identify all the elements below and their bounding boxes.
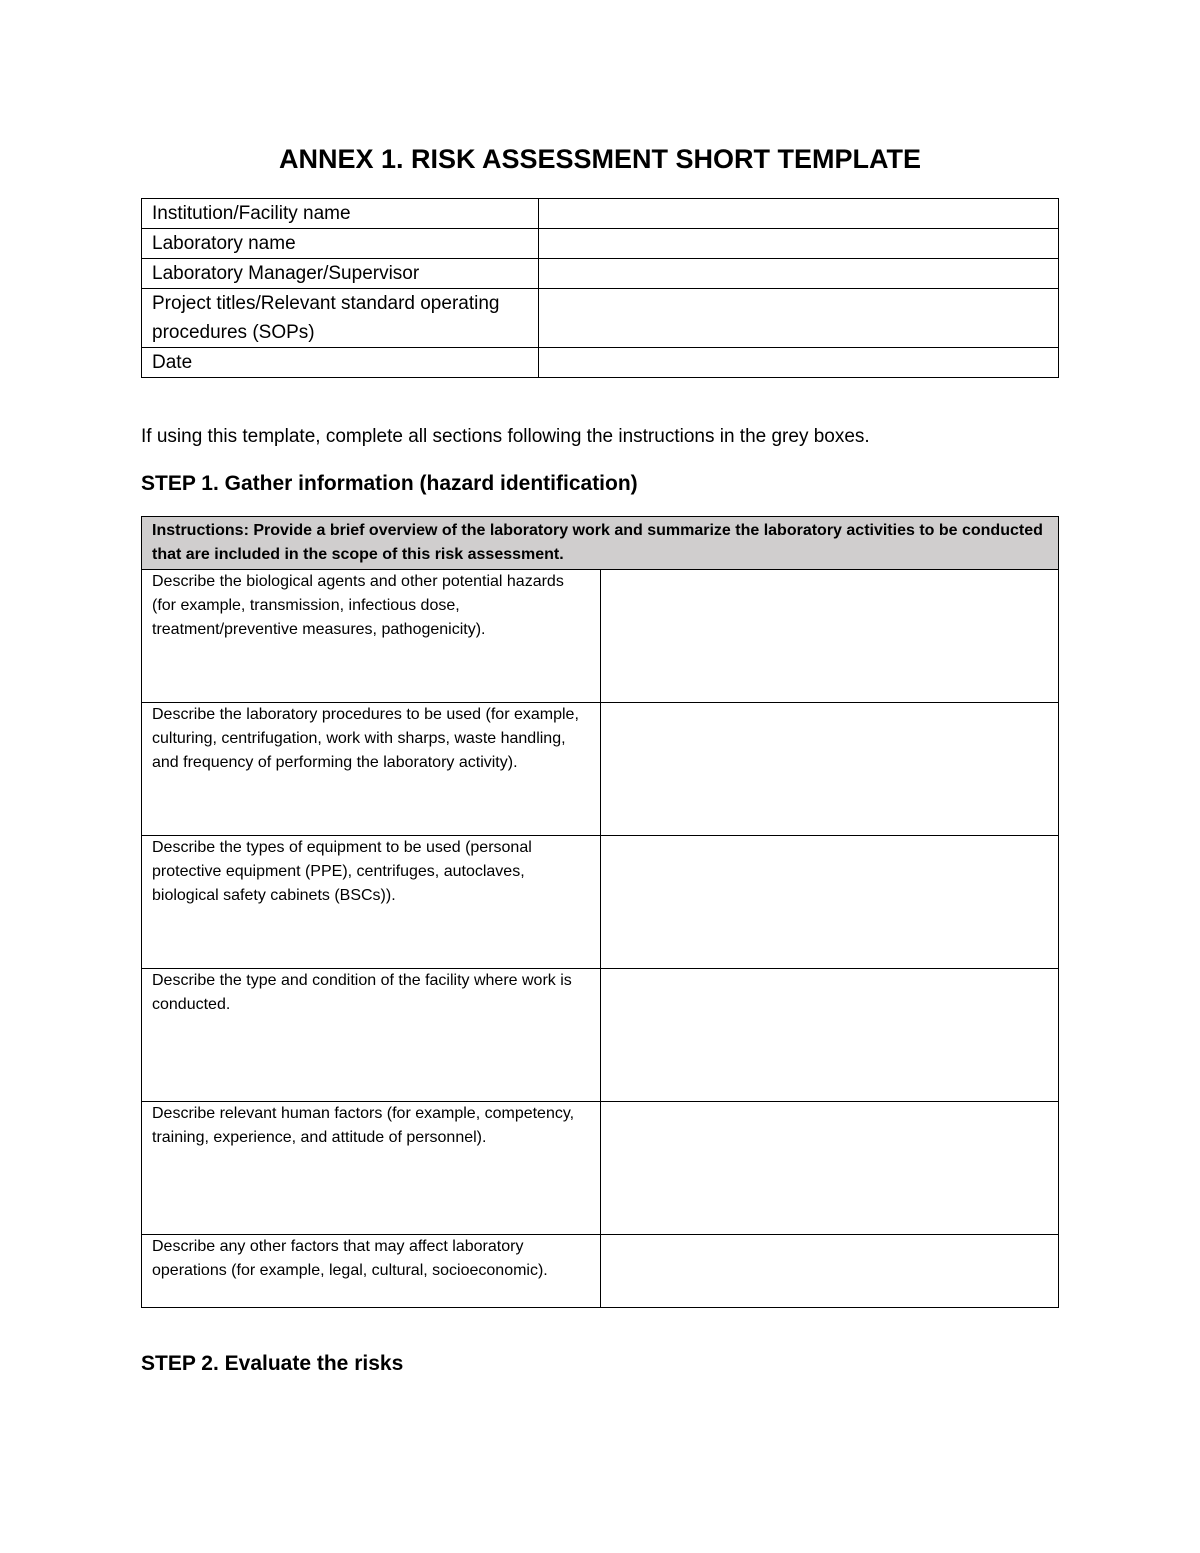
info-value-field[interactable] (539, 199, 1059, 229)
intro-text: If using this template, complete all sections following the instructions in the grey boxes. (141, 426, 870, 447)
table-row (142, 1235, 1059, 1308)
info-label: Laboratory Manager/Supervisor (142, 259, 539, 289)
answer-field[interactable] (600, 836, 1059, 969)
table-row (142, 259, 1059, 289)
prompt-cell: Describe relevant human factors (for example, competency, training, experience, and attitude of personnel). (142, 1102, 601, 1235)
answer-field[interactable] (600, 703, 1059, 836)
table-row (142, 703, 1059, 836)
table-row (142, 836, 1059, 969)
info-value-field[interactable] (539, 229, 1059, 259)
facility-info-table (141, 198, 1059, 378)
prompt-cell: Describe any other factors that may affect laboratory operations (for example, legal, cultural, socioeconomic). (142, 1235, 601, 1308)
step1-table (141, 516, 1059, 1308)
answer-field[interactable] (600, 969, 1059, 1102)
table-row (142, 289, 1059, 348)
prompt-cell: Describe the biological agents and other potential hazards (for example, transmission, infectious dose, treatment/preventive measures, pathogenicity). (142, 570, 601, 703)
step1-heading: STEP 1. Gather information (hazard identification) (141, 472, 638, 495)
info-value-field[interactable] (539, 289, 1059, 348)
info-value-field[interactable] (539, 348, 1059, 378)
prompt-cell: Describe the types of equipment to be used (personal protective equipment (PPE), centrifuges, autoclaves, biological safety cabinets (BSCs)). (142, 836, 601, 969)
table-row (142, 199, 1059, 229)
instructions-box: Instructions: Provide a brief overview of the laboratory work and summarize the laboratory activities to be conducted that are included in the scope of this risk assessment. (142, 517, 1059, 570)
prompt-cell: Describe the type and condition of the facility where work is conducted. (142, 969, 601, 1102)
info-label: Institution/Facility name (142, 199, 539, 229)
info-label: Project titles/Relevant standard operating procedures (SOPs) (142, 289, 539, 348)
table-row (142, 517, 1059, 570)
answer-field[interactable] (600, 1102, 1059, 1235)
table-row (142, 229, 1059, 259)
info-label: Date (142, 348, 539, 378)
table-row (142, 1102, 1059, 1235)
answer-field[interactable] (600, 570, 1059, 703)
page-title: ANNEX 1. RISK ASSESSMENT SHORT TEMPLATE (278, 144, 922, 174)
info-label: Laboratory name (142, 229, 539, 259)
table-row (142, 570, 1059, 703)
info-value-field[interactable] (539, 259, 1059, 289)
table-row (142, 969, 1059, 1102)
answer-field[interactable] (600, 1235, 1059, 1308)
table-row (142, 348, 1059, 378)
step2-heading: STEP 2. Evaluate the risks (141, 1352, 404, 1375)
prompt-cell: Describe the laboratory procedures to be used (for example, culturing, centrifugation, work with sharps, waste handling, and frequency of performing the laboratory activity). (142, 703, 601, 836)
